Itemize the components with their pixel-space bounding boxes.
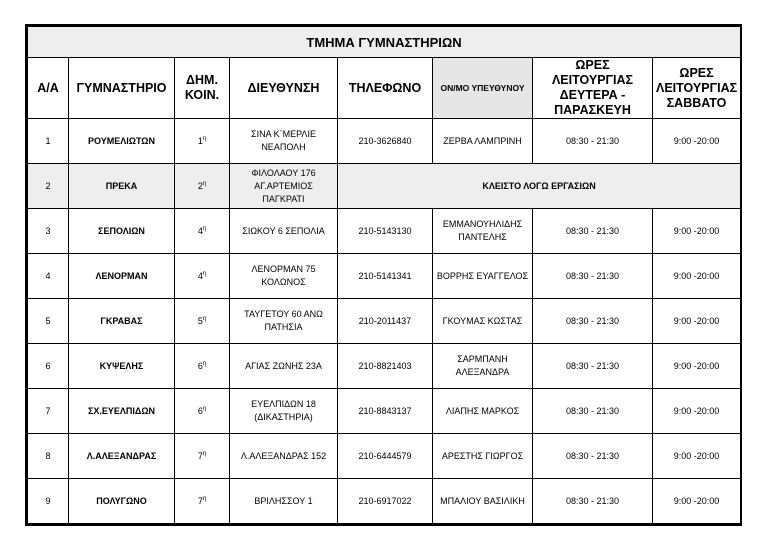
cell-phone: 210-2011437 (338, 299, 433, 344)
cell-manager: ΑΡΕΣΤΗΣ ΓΙΩΡΓΟΣ (433, 434, 533, 479)
header-phone: ΤΗΛΕΦΩΝΟ (338, 58, 433, 119)
dk-number: 4 (197, 270, 203, 281)
cell-gym: ΓΚΡΑΒΑΣ (69, 299, 175, 344)
cell-address: ΕΥΕΛΠΙΔΩΝ 18 (ΔΙΚΑΣΤΗΡΙΑ) (230, 389, 338, 434)
cell-aa: 3 (28, 209, 69, 254)
table-row (28, 119, 741, 164)
gyms-table-frame (25, 24, 742, 526)
cell-saturday-hours: 9:00 -20:00 (653, 434, 741, 479)
cell-saturday-hours: 9:00 -20:00 (653, 389, 741, 434)
dk-suffix: η (202, 360, 207, 367)
table-row (28, 389, 741, 434)
cell-aa: 6 (28, 344, 69, 389)
cell-gym: ΛΕΝΟΡΜΑΝ (69, 254, 175, 299)
table-row (28, 164, 741, 209)
dk-number: 2 (197, 180, 203, 191)
dk-number: 7 (197, 450, 203, 461)
cell-gym: ΣΧ.ΕΥΕΛΠΙΔΩΝ (69, 389, 175, 434)
dk-suffix: η (202, 225, 207, 232)
table-row (28, 299, 741, 344)
header-dk: ΔΗΜ. ΚΟΙΝ. (175, 58, 230, 119)
cell-aa: 1 (28, 119, 69, 164)
title-row (28, 27, 741, 58)
dk-number: 6 (197, 405, 203, 416)
cell-saturday-hours: 9:00 -20:00 (653, 254, 741, 299)
cell-aa: 7 (28, 389, 69, 434)
cell-gym: ΠΡΕΚΑ (69, 164, 175, 209)
cell-manager: ΣΑΡΜΠΑΝΗ ΑΛΕΞΑΝΔΡΑ (433, 344, 533, 389)
cell-phone: 210-8843137 (338, 389, 433, 434)
dk-suffix: η (202, 495, 207, 502)
header-manager: ΟΝ/ΜΟ ΥΠΕΥΘΥΝΟΥ (433, 58, 533, 119)
cell-dk (175, 119, 230, 164)
cell-manager: ΖΕΡΒΑ ΛΑΜΠΡΙΝΗ (433, 119, 533, 164)
table-row (28, 254, 741, 299)
gyms-table (27, 26, 741, 524)
dk-suffix: η (202, 135, 207, 142)
cell-dk (175, 254, 230, 299)
cell-weekday-hours: 08:30 - 21:30 (533, 389, 653, 434)
cell-dk (175, 389, 230, 434)
cell-aa: 5 (28, 299, 69, 344)
dk-number: 1 (197, 135, 203, 146)
header-row (28, 58, 741, 119)
cell-address: ΒΡΙΛΗΣΣΟΥ 1 (230, 479, 338, 524)
cell-weekday-hours: 08:30 - 21:30 (533, 299, 653, 344)
header-gym: ΓΥΜΝΑΣΤΗΡΙΟ (69, 58, 175, 119)
cell-dk (175, 479, 230, 524)
dk-number: 6 (197, 360, 203, 371)
cell-address: ΣΙΝΑ Κ΄ΜΕΡΛΙΕ ΝΕΑΠΟΛΗ (230, 119, 338, 164)
dk-suffix: η (202, 450, 207, 457)
header-weekday-hours: ΩΡΕΣ ΛΕΙΤΟΥΡΓΙΑΣ ΔΕΥΤΕΡΑ - ΠΑΡΑΣΚΕΥΗ (533, 58, 653, 119)
cell-phone: 210-5143130 (338, 209, 433, 254)
cell-address: Λ.ΑΛΕΞΑΝΔΡΑΣ 152 (230, 434, 338, 479)
table-row (28, 209, 741, 254)
cell-closed-notice: ΚΛΕΙΣΤΟ ΛΟΓΩ ΕΡΓΑΣΙΩΝ (338, 164, 741, 209)
cell-dk (175, 344, 230, 389)
cell-dk (175, 434, 230, 479)
cell-manager: ΕΜΜΑΝΟΥΗΛΙΔΗΣ ΠΑΝΤΕΛΗΣ (433, 209, 533, 254)
dk-suffix: η (202, 270, 207, 277)
dk-number: 7 (197, 495, 203, 506)
header-saturday-hours: ΩΡΕΣ ΛΕΙΤΟΥΡΓΙΑΣ ΣΑΒΒΑΤΟ (653, 58, 741, 119)
cell-saturday-hours: 9:00 -20:00 (653, 299, 741, 344)
cell-manager: ΒΟΡΡΗΣ ΕΥΑΓΓΕΛΟΣ (433, 254, 533, 299)
cell-phone: 210-5141341 (338, 254, 433, 299)
header-aa: Α/Α (28, 58, 69, 119)
cell-saturday-hours: 9:00 -20:00 (653, 209, 741, 254)
cell-dk (175, 164, 230, 209)
header-address: ΔΙΕΥΘΥΝΣΗ (230, 58, 338, 119)
cell-weekday-hours: 08:30 - 21:30 (533, 344, 653, 389)
cell-gym: ΣΕΠΟΛΙΩΝ (69, 209, 175, 254)
cell-address: ΦΙΛΟΛΑΟΥ 176 ΑΓ.ΑΡΤΕΜΙΟΣ ΠΑΓΚΡΑΤΙ (230, 164, 338, 209)
dk-suffix: η (202, 180, 207, 187)
cell-aa: 4 (28, 254, 69, 299)
cell-phone: 210-6444579 (338, 434, 433, 479)
cell-gym: ΠΟΛΥΓΩΝΟ (69, 479, 175, 524)
cell-manager: ΛΙΑΠΗΣ ΜΑΡΚΟΣ (433, 389, 533, 434)
cell-weekday-hours: 08:30 - 21:30 (533, 119, 653, 164)
cell-aa: 2 (28, 164, 69, 209)
dk-number: 5 (197, 315, 203, 326)
dk-suffix: η (202, 405, 207, 412)
cell-aa: 8 (28, 434, 69, 479)
table-row (28, 344, 741, 389)
cell-saturday-hours: 9:00 -20:00 (653, 344, 741, 389)
table-row (28, 434, 741, 479)
cell-dk (175, 299, 230, 344)
cell-address: ΛΕΝΟΡΜΑΝ 75 ΚΟΛΩΝΟΣ (230, 254, 338, 299)
cell-gym: Λ.ΑΛΕΞΑΝΔΡΑΣ (69, 434, 175, 479)
dk-suffix: η (202, 315, 207, 322)
cell-manager: ΜΠΑΛΙΟΥ ΒΑΣΙΛΙΚΗ (433, 479, 533, 524)
cell-weekday-hours: 08:30 - 21:30 (533, 434, 653, 479)
cell-dk (175, 209, 230, 254)
cell-address: ΑΓΙΑΣ ΖΩΝΗΣ 23Α (230, 344, 338, 389)
cell-gym: ΡΟΥΜΕΛΙΩΤΩΝ (69, 119, 175, 164)
cell-manager: ΓΚΟΥΜΑΣ ΚΩΣΤΑΣ (433, 299, 533, 344)
table-row (28, 479, 741, 524)
cell-weekday-hours: 08:30 - 21:30 (533, 209, 653, 254)
cell-aa: 9 (28, 479, 69, 524)
cell-weekday-hours: 08:30 - 21:30 (533, 479, 653, 524)
cell-phone: 210-3626840 (338, 119, 433, 164)
cell-saturday-hours: 9:00 -20:00 (653, 479, 741, 524)
dk-number: 4 (197, 225, 203, 236)
cell-address: ΣΙΩΚΟΥ 6 ΣΕΠΟΛΙΑ (230, 209, 338, 254)
cell-phone: 210-6917022 (338, 479, 433, 524)
cell-gym: ΚΥΨΕΛΗΣ (69, 344, 175, 389)
cell-weekday-hours: 08:30 - 21:30 (533, 254, 653, 299)
cell-phone: 210-8821403 (338, 344, 433, 389)
table-title: ΤΜΗΜΑ ΓΥΜΝΑΣΤΗΡΙΩΝ (28, 27, 741, 58)
cell-address: ΤΑΥΓΕΤΟΥ 60 ΑΝΩ ΠΑΤΗΣΙΑ (230, 299, 338, 344)
cell-saturday-hours: 9:00 -20:00 (653, 119, 741, 164)
